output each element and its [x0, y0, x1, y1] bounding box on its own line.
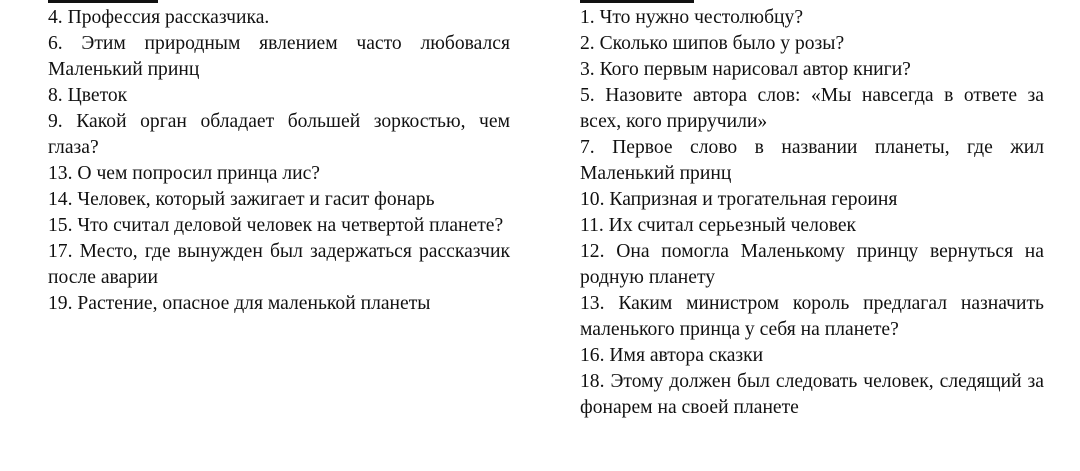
clue-item: 15. Что считал деловой человек на четвертой планете?	[48, 215, 504, 236]
clue-item: 11. Их считал серьезный человек	[580, 215, 857, 236]
clue-item: 6. Этим природным явлением часто любовался Маленький принц	[48, 33, 510, 80]
clue-item: 5. Назовите автора слов: «Мы навсегда в ответе за всех, кого приручили»	[580, 85, 1044, 132]
clue-item: 4. Профессия рассказчика.	[48, 7, 270, 28]
clue-item: 14. Человек, который зажигает и гасит фонарь	[48, 189, 435, 210]
clue-item: 18. Этому должен был следовать человек, следящий за фонарем на своей планете	[580, 371, 1044, 418]
clue-item: 12. Она помогла Маленькому принцу вернуться на родную планету	[580, 241, 1044, 288]
horizontal-clues-column	[48, 5, 510, 317]
clue-item: 9. Какой орган обладает большей зоркостью, чем глаза?	[48, 111, 510, 158]
vertical-clues-column	[580, 5, 1044, 421]
cut-off-heading-underline-right	[580, 0, 694, 3]
clue-item: 17. Место, где вынужден был задержаться рассказчик после аварии	[48, 241, 510, 288]
clue-item: 1. Что нужно честолюбцу?	[580, 7, 804, 28]
clue-item: 7. Первое слово в названии планеты, где жил Маленький принц	[580, 137, 1044, 184]
clue-item: 2. Сколько шипов было у розы?	[580, 33, 845, 54]
clue-item: 3. Кого первым нарисовал автор книги?	[580, 59, 911, 80]
clue-item: 8. Цветок	[48, 85, 128, 106]
clue-item: 13. О чем попросил принца лис?	[48, 163, 320, 184]
clue-item: 16. Имя автора сказки	[580, 345, 764, 366]
clue-item: 19. Растение, опасное для маленькой планеты	[48, 293, 431, 314]
clue-item: 10. Капризная и трогательная героиня	[580, 189, 898, 210]
clue-item: 13. Каким министром король предлагал назначить маленького принца у себя на планете?	[580, 293, 1044, 340]
cut-off-heading-underline-left	[48, 0, 158, 3]
